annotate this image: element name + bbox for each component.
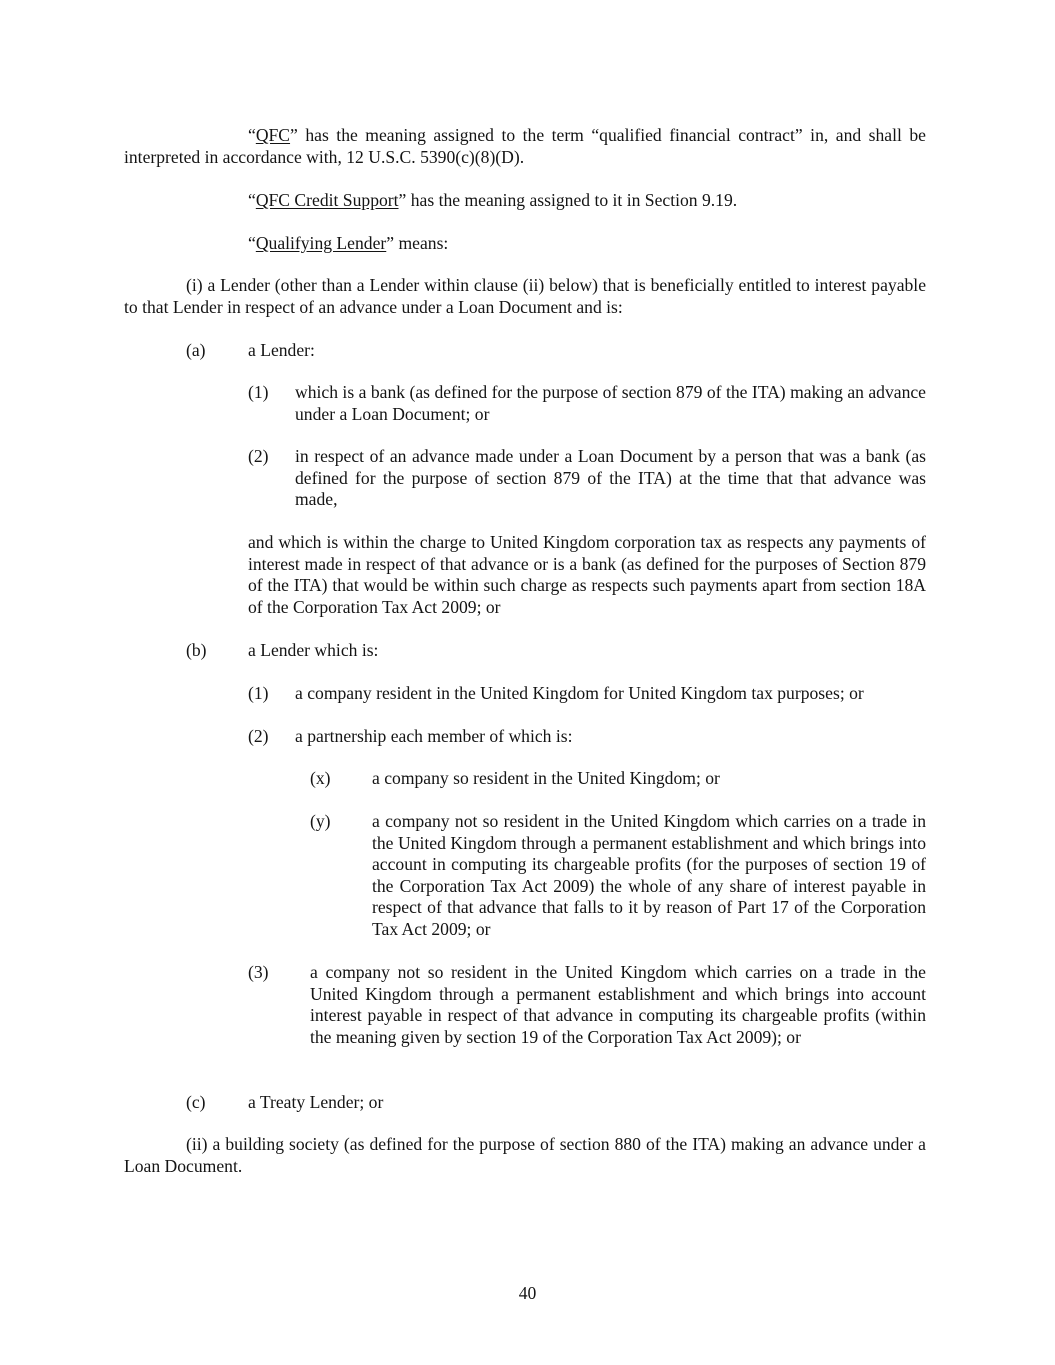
- item-c-label: (c): [186, 1092, 206, 1112]
- item-b-2-text: a partnership each member of which is:: [295, 726, 573, 746]
- item-b-2-y-label: (y): [310, 811, 331, 831]
- item-b-2-x-label: (x): [310, 768, 331, 788]
- open-quote: “: [248, 233, 256, 253]
- definition-text: has the meaning assigned to it in Section 9.19.: [406, 190, 738, 210]
- item-c-text: a Treaty Lender; or: [248, 1092, 384, 1112]
- item-a-text: a Lender:: [248, 340, 315, 360]
- open-quote: “: [248, 125, 256, 145]
- item-a-1-text: which is a bank (as defined for the purpose of section 879 of the ITA) making an advance under a Loan Document; or: [295, 382, 926, 424]
- open-quote: “: [248, 190, 256, 210]
- definition-qfc: [124, 125, 926, 168]
- defined-term: Qualifying Lender: [255, 233, 387, 253]
- item-a-1-label: (1): [248, 382, 269, 402]
- item-a-2-label: (2): [248, 446, 269, 466]
- clause-ii: (ii) a building society (as defined for the purpose of section 880 of the ITA) making an advance under a Loan Document.: [124, 1134, 926, 1176]
- item-a-label: (a): [186, 340, 206, 360]
- item-b-text: a Lender which is:: [248, 640, 379, 660]
- item-b-1-label: (1): [248, 683, 269, 703]
- defined-term: QFC Credit Support: [255, 190, 399, 210]
- item-b-3-text: a company not so resident in the United Kingdom which carries on a trade in the United Kingdom through a permanent establishment and which brings into account interest payable in respect of that advance in computing its chargeable profits (within the meaning given by section 19 of the Corporation Tax Act 2009); or: [310, 962, 926, 1047]
- close-quote: ”: [386, 233, 395, 253]
- definition-text: has the meaning assigned to the term “qualified financial contract” in, and shall be interpreted in accordance with, 12 U.S.C. 5390(c)(8)(D).: [124, 125, 926, 167]
- item-b-2-y-text: a company not so resident in the United Kingdom which carries on a trade in the United Kingdom through a permanent establishment and which brings into account in computing its chargeable profits (for the purposes of section 19 of the Corporation Tax Act 2009) the whole of any share of interest payable in respect of that advance that falls to it by reason of Part 17 of the Corporation Tax Act 2009; or: [372, 811, 926, 939]
- item-a-tail: and which is within the charge to United Kingdom corporation tax as respects any payments of interest made in respect of that advance or is a bank (as defined for the purposes of Section 879 of the ITA) that would be within such charge as respects such payments apart from section 18A of the Corporation Tax Act 2009; or: [248, 532, 926, 617]
- item-b-label: (b): [186, 640, 207, 660]
- item-b-1-text: a company resident in the United Kingdom for United Kingdom tax purposes; or: [295, 683, 864, 703]
- definition-qfc-credit-support: [248, 190, 926, 212]
- close-quote: ”: [290, 125, 298, 145]
- clause-i: (i) a Lender (other than a Lender within clause (ii) below) that is beneficially entitled to interest payable to that Lender in respect of an advance under a Loan Document and is:: [124, 275, 926, 317]
- item-b-2-x-text: a company so resident in the United Kingdom; or: [372, 768, 720, 788]
- close-quote: ”: [398, 190, 407, 210]
- item-a-2-text: in respect of an advance made under a Loan Document by a person that was a bank (as defined for the purpose of section 879 of the ITA) at the time that that advance was made,: [295, 446, 926, 510]
- item-b-2-label: (2): [248, 726, 269, 746]
- definition-text: means:: [394, 233, 449, 253]
- definition-qualifying-lender: [248, 233, 926, 255]
- item-b-3-label: (3): [248, 962, 269, 982]
- page-number: 40: [518, 1283, 537, 1303]
- defined-term: QFC: [255, 125, 291, 145]
